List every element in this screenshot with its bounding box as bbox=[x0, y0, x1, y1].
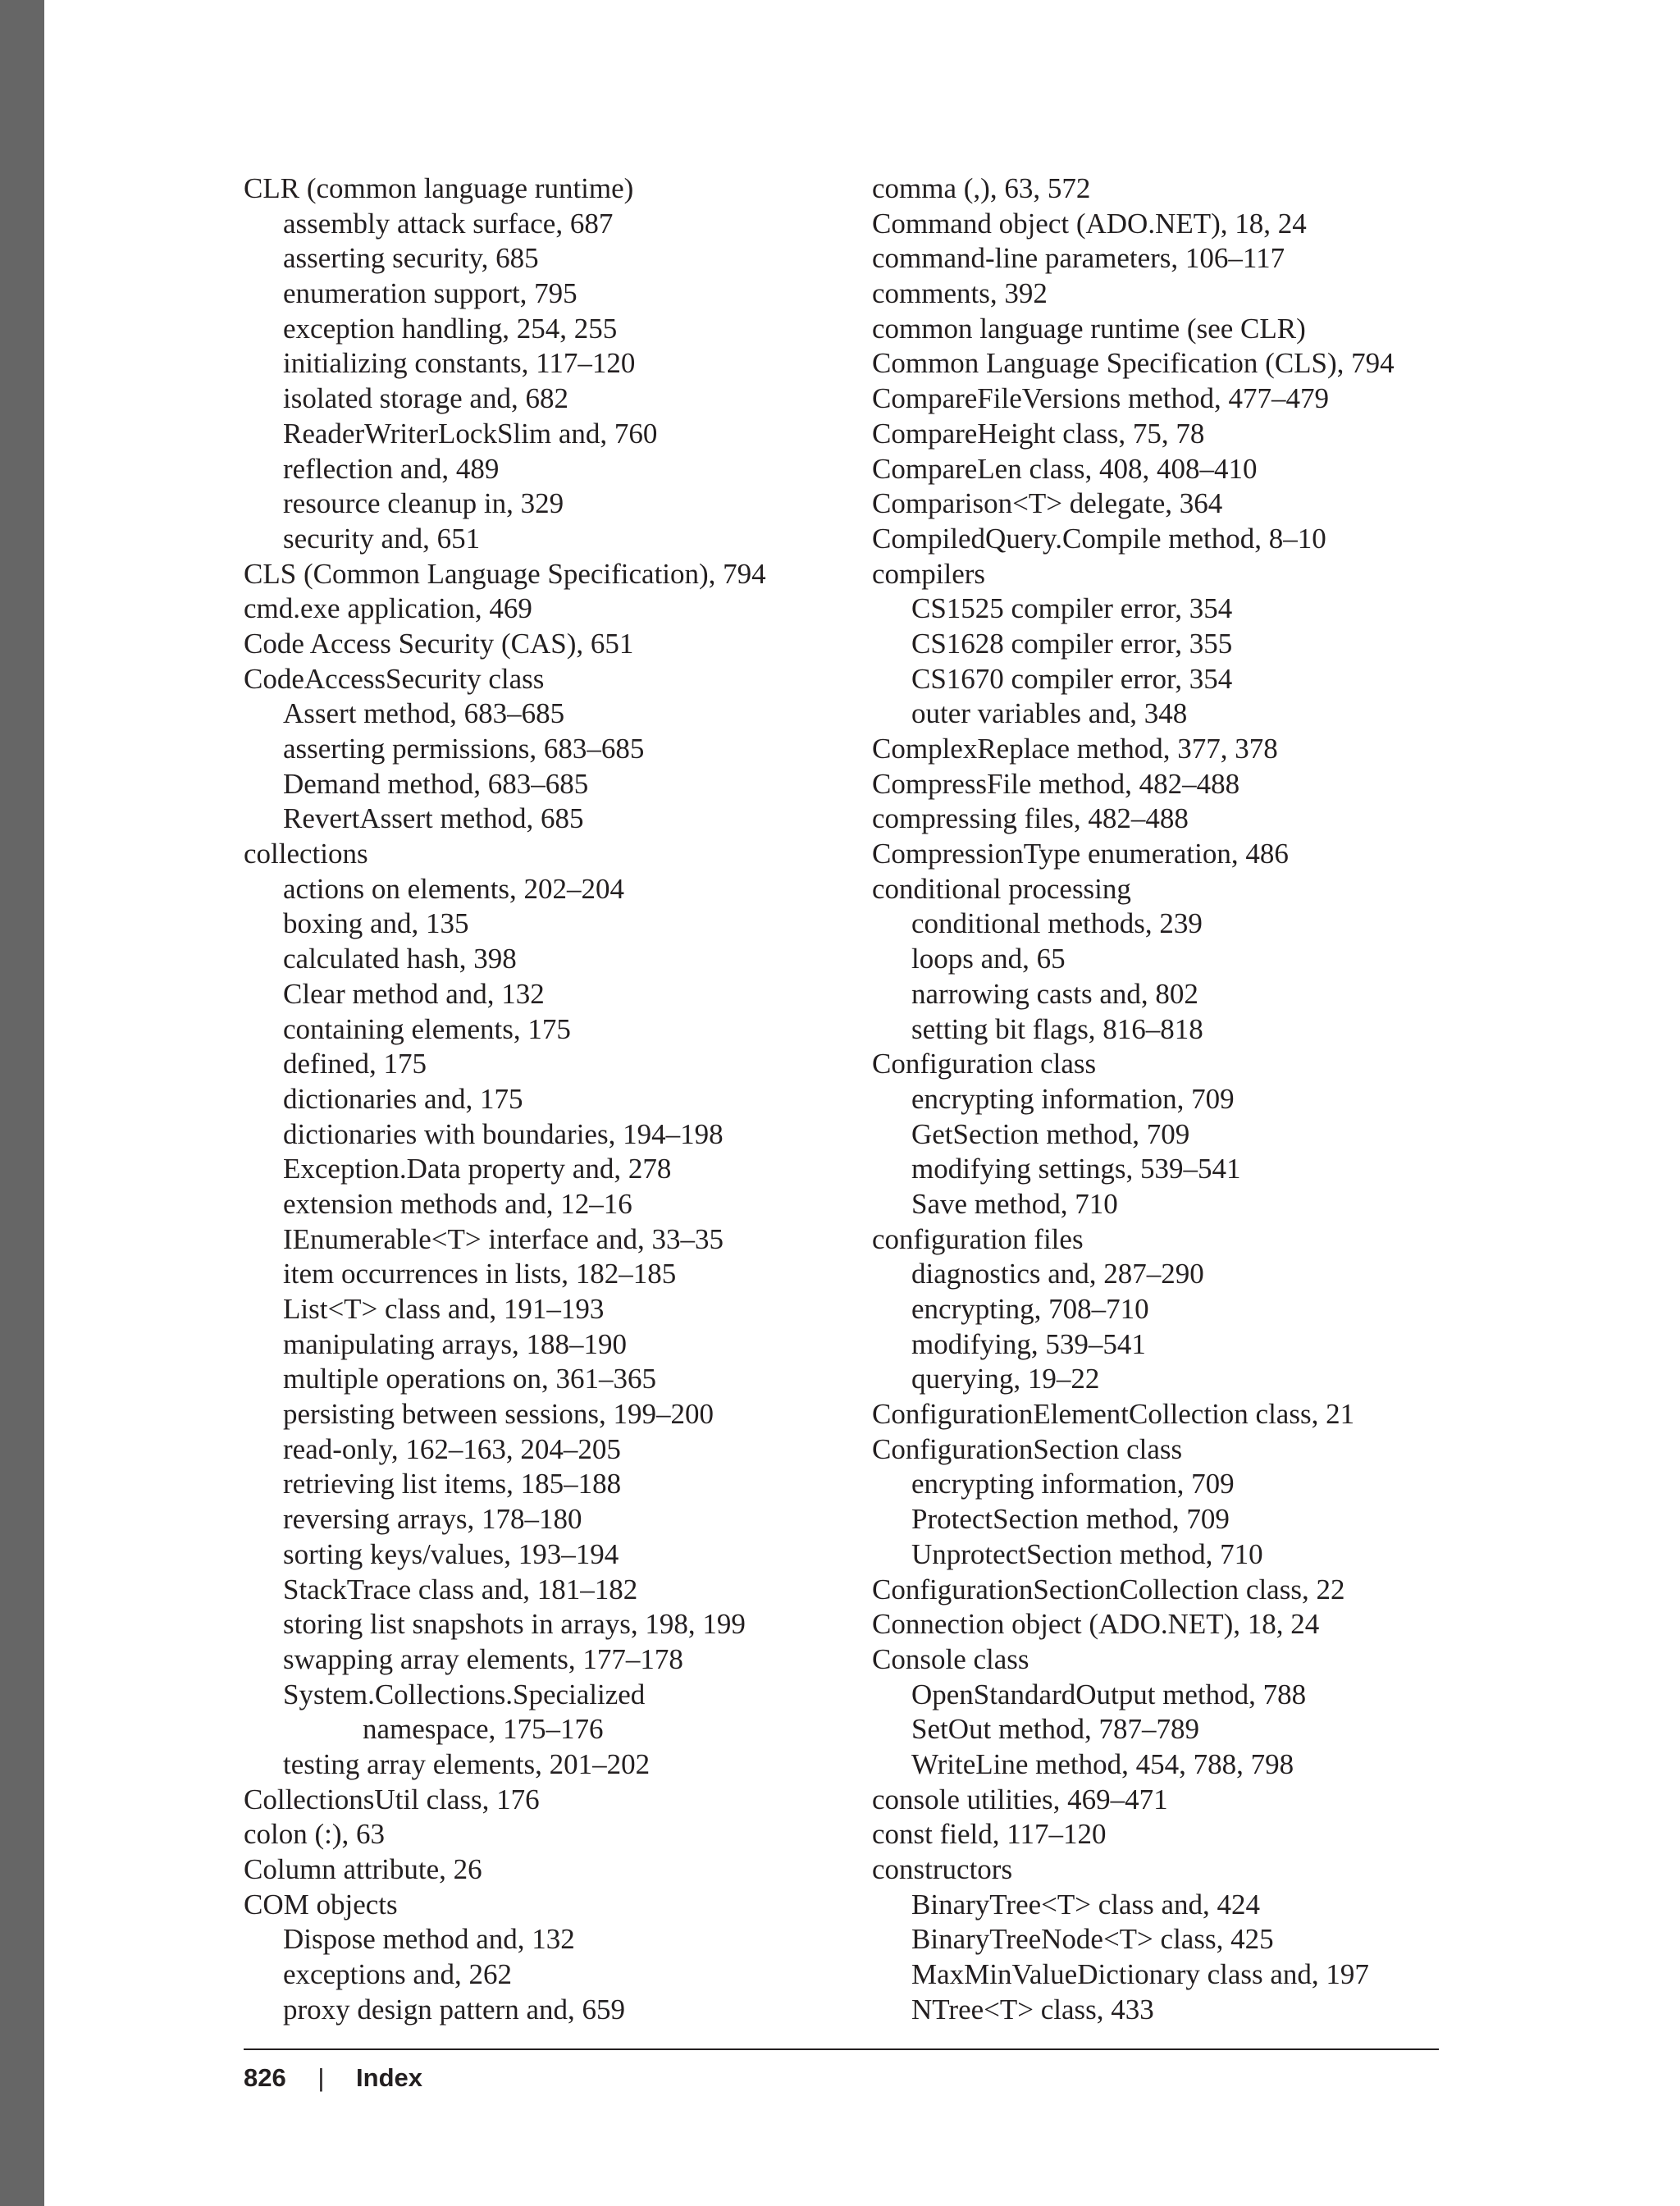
index-subentry: retrieving list items, 185–188 bbox=[283, 1468, 622, 1500]
index-subentry: ReaderWriterLockSlim and, 760 bbox=[283, 417, 658, 450]
index-subentry: conditional methods, 239 bbox=[911, 907, 1203, 940]
index-subentry: Clear method and, 132 bbox=[283, 977, 545, 1010]
index-subentry: UnprotectSection method, 710 bbox=[911, 1537, 1263, 1570]
index-subentry: read-only, 162–163, 204–205 bbox=[283, 1432, 621, 1465]
index-subentry: dictionaries with boundaries, 194–198 bbox=[283, 1117, 724, 1150]
index-entry: CompiledQuery.Compile method, 8–10 bbox=[872, 522, 1326, 555]
index-entry: colon (:), 63 bbox=[244, 1818, 386, 1851]
index-entry: constructors bbox=[872, 1853, 1013, 1885]
index-subentry: CS1670 compiler error, 354 bbox=[911, 662, 1233, 695]
index-subentry: setting bit flags, 816–818 bbox=[911, 1012, 1203, 1045]
page-number: 826 bbox=[244, 2063, 286, 2092]
index-subentry: initializing constants, 117–120 bbox=[283, 347, 636, 380]
index-subentry: encrypting information, 709 bbox=[911, 1468, 1235, 1500]
index-subentry: dictionaries and, 175 bbox=[283, 1082, 523, 1115]
index-subentry: NTree<T> class, 433 bbox=[911, 1993, 1154, 2026]
index-subentry: multiple operations on, 361–365 bbox=[283, 1363, 656, 1395]
index-subentry: exceptions and, 262 bbox=[283, 1958, 512, 1991]
index-entry: Connection object (ADO.NET), 18, 24 bbox=[872, 1608, 1320, 1641]
index-entry: ConfigurationElementCollection class, 21 bbox=[872, 1398, 1355, 1431]
index-subentry: List<T> class and, 191–193 bbox=[283, 1293, 605, 1325]
index-entry: comma (,), 63, 572 bbox=[872, 172, 1091, 204]
index-subentry: System.Collections.Specialized bbox=[283, 1678, 646, 1710]
index-subentry: testing array elements, 201–202 bbox=[283, 1747, 651, 1780]
index-column-right bbox=[872, 171, 1463, 2027]
page-footer bbox=[244, 2060, 422, 2096]
index-subentry: containing elements, 175 bbox=[283, 1012, 571, 1045]
index-subentry: CS1525 compiler error, 354 bbox=[911, 592, 1233, 625]
index-subentry: narrowing casts and, 802 bbox=[911, 977, 1198, 1010]
index-subentry: exception handling, 254, 255 bbox=[283, 312, 618, 345]
index-entry: Configuration class bbox=[872, 1048, 1097, 1080]
index-subentry: extension methods and, 12–16 bbox=[283, 1187, 632, 1220]
index-entry: CollectionsUtil class, 176 bbox=[244, 1783, 540, 1815]
index-subentry: modifying settings, 539–541 bbox=[911, 1153, 1241, 1185]
index-entry: common language runtime (see CLR) bbox=[872, 312, 1306, 345]
index-subentry: WriteLine method, 454, 788, 798 bbox=[911, 1747, 1294, 1780]
index-subentry: Save method, 710 bbox=[911, 1187, 1118, 1220]
index-entry: comments, 392 bbox=[872, 277, 1048, 310]
index-subentry: modifying, 539–541 bbox=[911, 1327, 1146, 1360]
index-entry: Console class bbox=[872, 1642, 1029, 1675]
index-entry: const field, 117–120 bbox=[872, 1818, 1107, 1851]
index-subentry: sorting keys/values, 193–194 bbox=[283, 1537, 619, 1570]
index-subentry: CS1628 compiler error, 355 bbox=[911, 627, 1233, 660]
index-subentry: MaxMinValueDictionary class and, 197 bbox=[911, 1958, 1369, 1991]
index-entry: ConfigurationSection class bbox=[872, 1432, 1183, 1465]
index-subentry: encrypting information, 709 bbox=[911, 1082, 1235, 1115]
footer-rule bbox=[244, 2048, 1439, 2050]
section-name: Index bbox=[356, 2063, 423, 2092]
index-subentry: IEnumerable<T> interface and, 33–35 bbox=[283, 1222, 724, 1255]
index-subentry: defined, 175 bbox=[283, 1048, 427, 1080]
index-subentry: encrypting, 708–710 bbox=[911, 1293, 1149, 1325]
index-subentry: ProtectSection method, 709 bbox=[911, 1503, 1230, 1536]
index-subentry: resource cleanup in, 329 bbox=[283, 487, 564, 520]
index-entry: ConfigurationSectionCollection class, 22 bbox=[872, 1573, 1345, 1605]
index-subentry: BinaryTree<T> class and, 424 bbox=[911, 1888, 1261, 1921]
index-entry: Column attribute, 26 bbox=[244, 1853, 482, 1885]
index-entry: compilers bbox=[872, 557, 986, 590]
index-subentry: OpenStandardOutput method, 788 bbox=[911, 1678, 1307, 1710]
index-subentry: swapping array elements, 177–178 bbox=[283, 1642, 683, 1675]
index-subentry: outer variables and, 348 bbox=[911, 697, 1188, 730]
index-column-left bbox=[244, 171, 834, 2027]
index-subentry: loops and, 65 bbox=[911, 943, 1066, 975]
index-subentry: Exception.Data property and, 278 bbox=[283, 1153, 672, 1185]
index-subentry: proxy design pattern and, 659 bbox=[283, 1993, 625, 2026]
index-subentry: diagnostics and, 287–290 bbox=[911, 1258, 1204, 1290]
index-subentry: reversing arrays, 178–180 bbox=[283, 1503, 582, 1536]
index-entry: CompressFile method, 482–488 bbox=[872, 767, 1240, 800]
index-subentry: isolated storage and, 682 bbox=[283, 382, 568, 415]
index-entry: CompareHeight class, 75, 78 bbox=[872, 417, 1205, 450]
page-edge-band bbox=[0, 0, 44, 2206]
index-entry: CompareFileVersions method, 477–479 bbox=[872, 382, 1330, 415]
index-subentry: asserting permissions, 683–685 bbox=[283, 733, 645, 765]
index-entry: Comparison<T> delegate, 364 bbox=[872, 487, 1223, 520]
index-subentry: persisting between sessions, 199–200 bbox=[283, 1398, 714, 1431]
index-subentry: Demand method, 683–685 bbox=[283, 767, 589, 800]
index-subentry: boxing and, 135 bbox=[283, 907, 469, 940]
index-subentry: StackTrace class and, 181–182 bbox=[283, 1573, 638, 1605]
index-subentry: reflection and, 489 bbox=[283, 452, 500, 485]
index-subentry: namespace, 175–176 bbox=[363, 1713, 604, 1746]
index-entry: ComplexReplace method, 377, 378 bbox=[872, 733, 1278, 765]
index-entry: cmd.exe application, 469 bbox=[244, 592, 532, 625]
index-subentry: enumeration support, 795 bbox=[283, 277, 578, 310]
index-subentry: asserting security, 685 bbox=[283, 242, 539, 275]
index-subentry: assembly attack surface, 687 bbox=[283, 207, 614, 240]
index-subentry: item occurrences in lists, 182–185 bbox=[283, 1258, 677, 1290]
index-entry: COM objects bbox=[244, 1888, 398, 1921]
index-entry: CLS (Common Language Specification), 794 bbox=[244, 557, 766, 590]
index-entry: Command object (ADO.NET), 18, 24 bbox=[872, 207, 1307, 240]
index-entry: CLR (common language runtime) bbox=[244, 172, 634, 204]
index-entry: console utilities, 469–471 bbox=[872, 1783, 1168, 1815]
index-subentry: calculated hash, 398 bbox=[283, 943, 517, 975]
index-subentry: querying, 19–22 bbox=[911, 1363, 1100, 1395]
index-entry: Code Access Security (CAS), 651 bbox=[244, 627, 634, 660]
index-entry: Common Language Specification (CLS), 794 bbox=[872, 347, 1395, 380]
index-subentry: GetSection method, 709 bbox=[911, 1117, 1190, 1150]
footer-separator: | bbox=[317, 2063, 325, 2092]
index-subentry: Assert method, 683–685 bbox=[283, 697, 565, 730]
index-subentry: manipulating arrays, 188–190 bbox=[283, 1327, 627, 1360]
index-entry: CompareLen class, 408, 408–410 bbox=[872, 452, 1258, 485]
index-entry: configuration files bbox=[872, 1222, 1084, 1255]
index-entry: conditional processing bbox=[872, 872, 1131, 905]
index-subentry: BinaryTreeNode<T> class, 425 bbox=[911, 1923, 1274, 1956]
index-entry: CodeAccessSecurity class bbox=[244, 662, 545, 695]
index-subentry: security and, 651 bbox=[283, 522, 481, 555]
index-subentry: SetOut method, 787–789 bbox=[911, 1713, 1199, 1746]
index-entry: CompressionType enumeration, 486 bbox=[872, 838, 1289, 870]
index-entry: command-line parameters, 106–117 bbox=[872, 242, 1285, 275]
index-subentry: Dispose method and, 132 bbox=[283, 1923, 575, 1956]
index-subentry: storing list snapshots in arrays, 198, 199 bbox=[283, 1608, 746, 1641]
index-entry: compressing files, 482–488 bbox=[872, 802, 1189, 835]
index-subentry: RevertAssert method, 685 bbox=[283, 802, 584, 835]
index-subentry: actions on elements, 202–204 bbox=[283, 872, 625, 905]
index-entry: collections bbox=[244, 838, 368, 870]
